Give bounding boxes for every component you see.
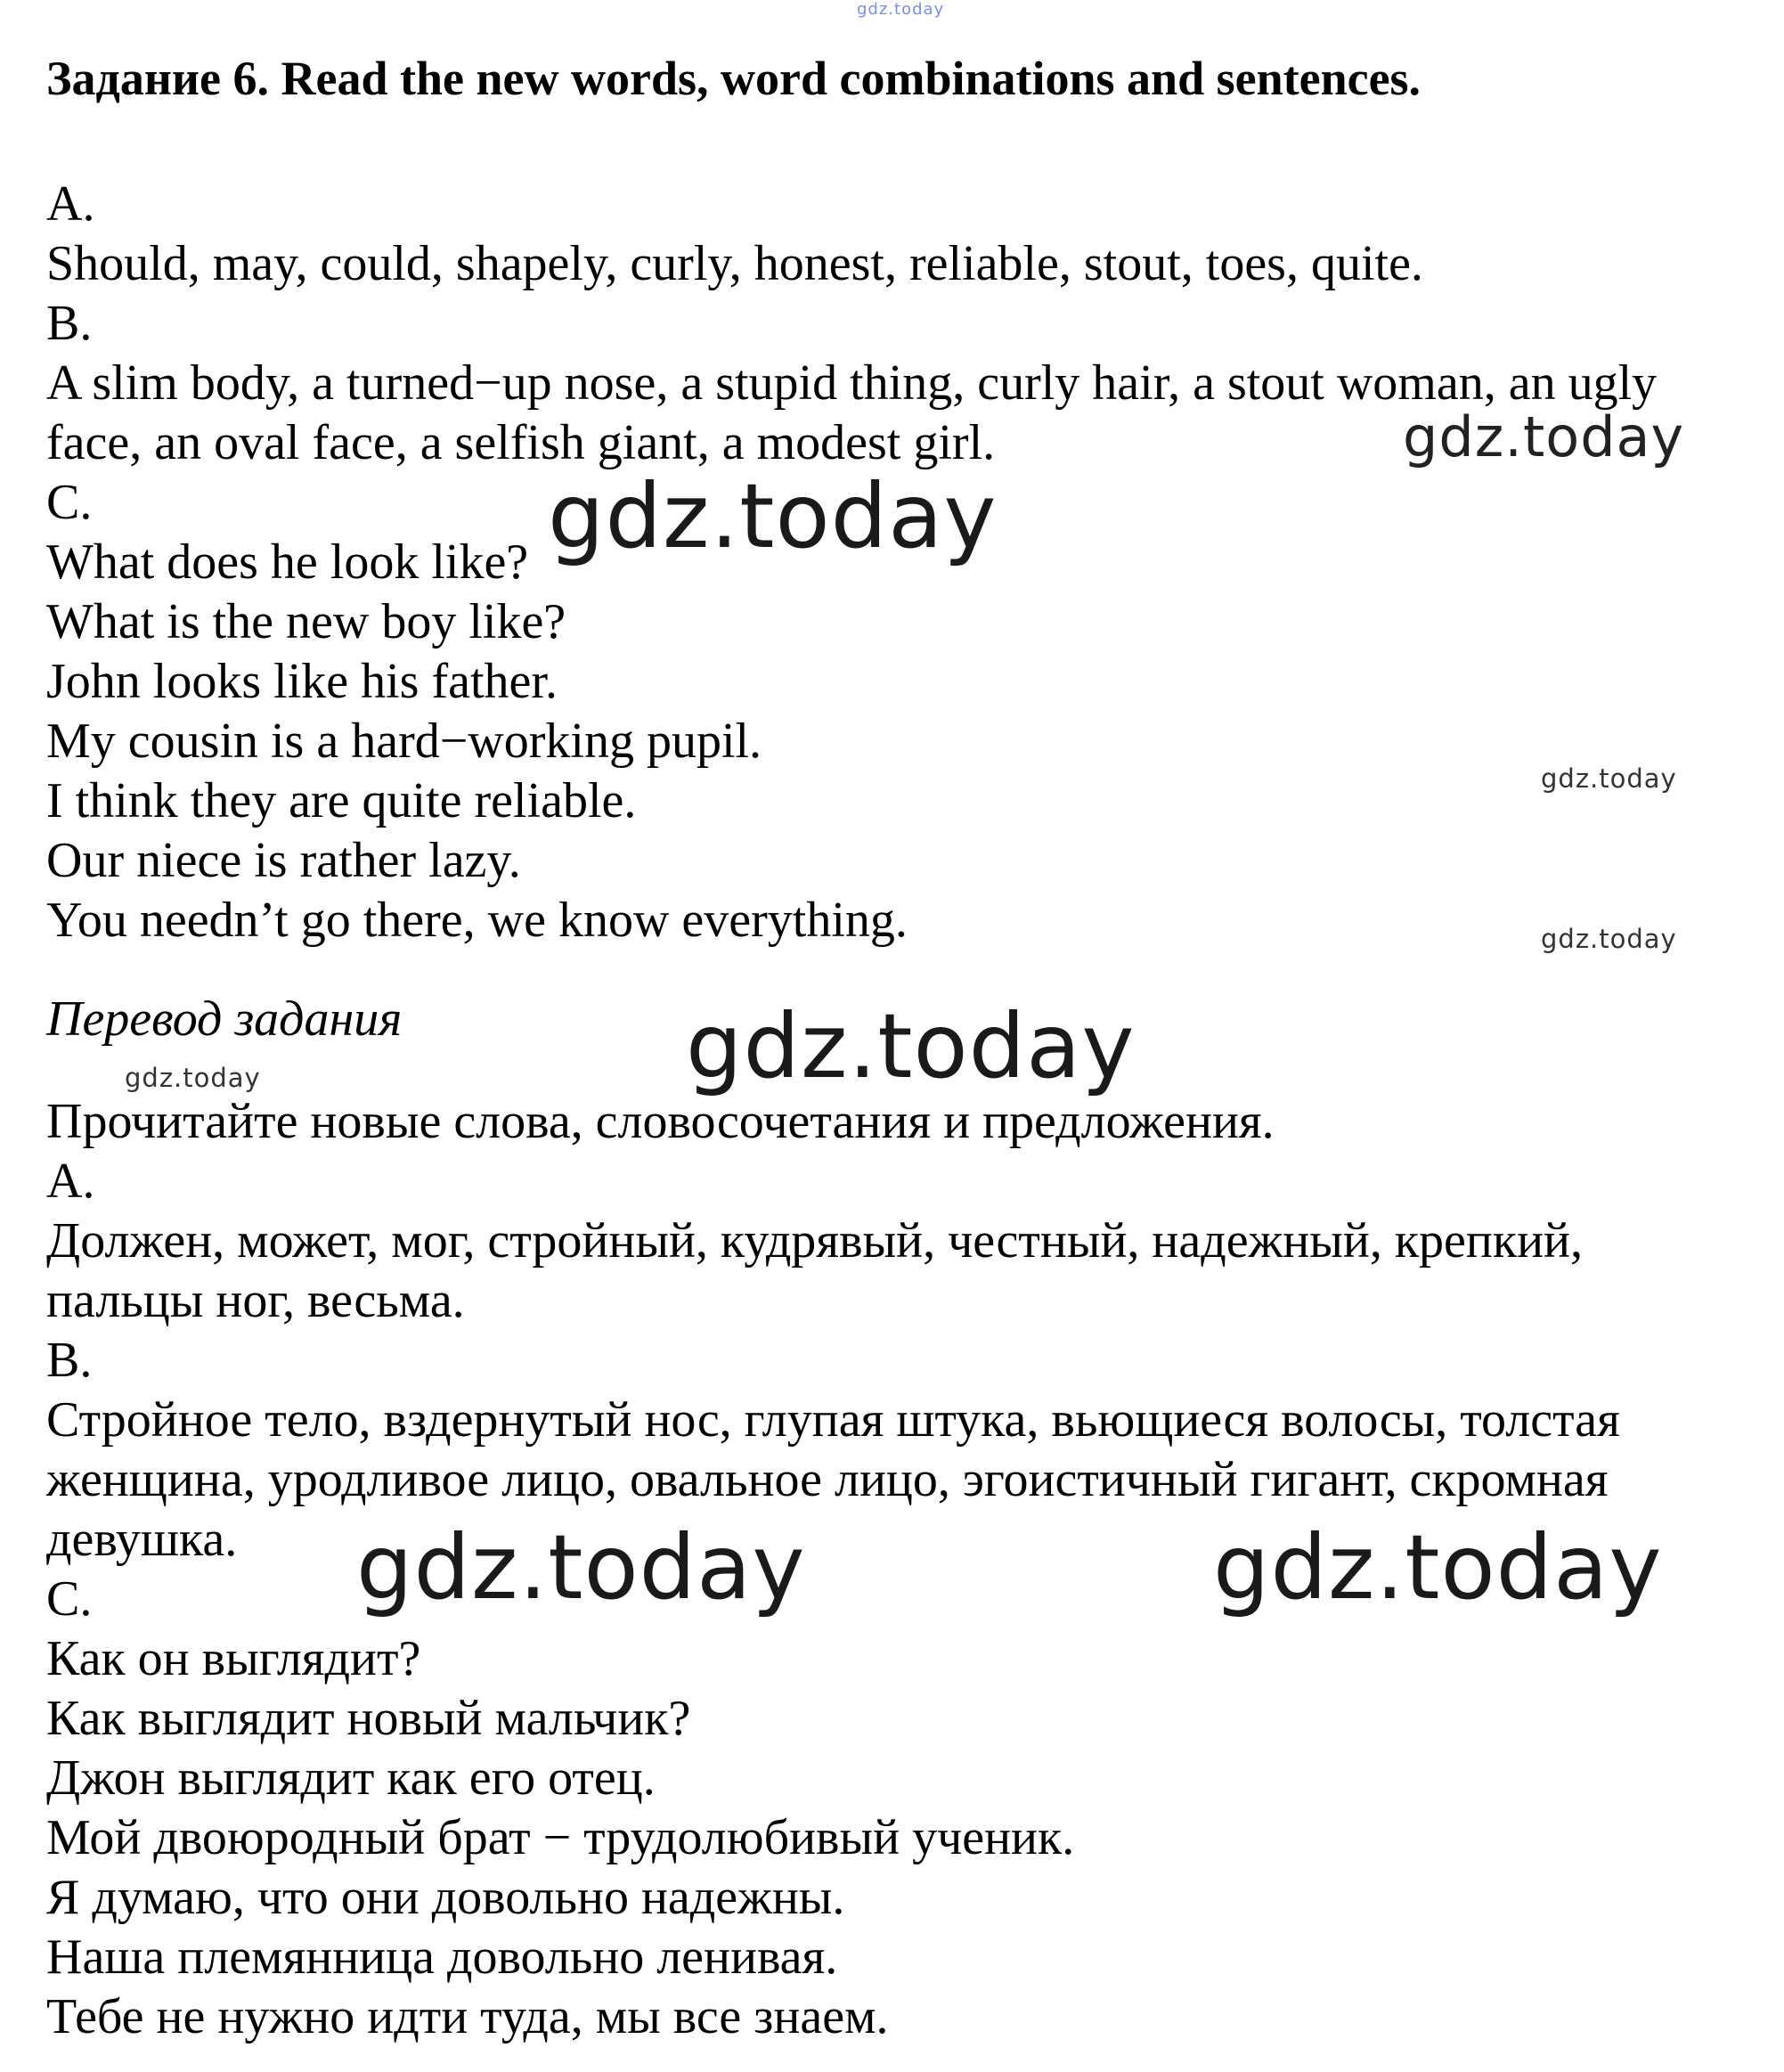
watermark: gdz.today: [686, 994, 1136, 1098]
section-b-line-2: face, an oval face, a selfish giant, a modest girl.: [46, 415, 996, 470]
watermark: gdz.today: [1403, 404, 1685, 469]
translation-c-sentence: Тебе не нужно идти туда, мы все знаем.: [46, 1989, 889, 2044]
translation-intro: Прочитайте новые слова, словосочетания и предложения.: [46, 1094, 1275, 1149]
section-c-sentence: What does he look like?: [46, 534, 529, 590]
translation-heading: Перевод задания: [46, 991, 403, 1047]
section-a-label: A.: [46, 176, 95, 232]
watermark: gdz.today: [1541, 924, 1677, 954]
translation-b-label: B.: [46, 1333, 93, 1388]
section-c-sentence: Our niece is rather lazy.: [46, 833, 521, 888]
translation-c-sentence: Я думаю, что они довольно надежны.: [46, 1870, 845, 1925]
translation-a-label: A.: [46, 1154, 95, 1209]
watermark-top: gdz.today: [857, 0, 945, 19]
watermark: gdz.today: [1541, 763, 1677, 794]
section-a-words: Should, may, could, shapely, curly, honest, reliable, stout, toes, quite.: [46, 236, 1423, 291]
translation-c-sentence: Как он выглядит?: [46, 1631, 421, 1686]
translation-b-line-2: женщина, уродливое лицо, овальное лицо, эгоистичный гигант, скромная: [46, 1452, 1609, 1507]
translation-a-line-2: пальцы ног, весьма.: [46, 1273, 465, 1328]
translation-a-line-1: Должен, может, мог, стройный, кудрявый, честный, надежный, крепкий,: [46, 1213, 1584, 1268]
translation-b-line-3: девушка.: [46, 1512, 238, 1567]
translation-c-label: C.: [46, 1571, 93, 1627]
section-b-label: B.: [46, 296, 93, 351]
section-c-sentence: I think they are quite reliable.: [46, 773, 637, 828]
watermark: gdz.today: [125, 1063, 261, 1093]
translation-c-sentence: Как выглядит новый мальчик?: [46, 1691, 691, 1746]
section-c-sentence: What is the new boy like?: [46, 594, 566, 649]
watermark: gdz.today: [1213, 1515, 1663, 1619]
page-title: Задание 6. Read the new words, word combinations and sentences.: [46, 52, 1421, 105]
section-c-sentence: My cousin is a hard−working pupil.: [46, 714, 762, 769]
watermark: gdz.today: [356, 1515, 806, 1619]
section-c-label: C.: [46, 475, 93, 530]
translation-c-sentence: Наша племянница довольно ленивая.: [46, 1929, 838, 1985]
translation-c-sentence: Джон выглядит как его отец.: [46, 1750, 656, 1806]
section-c-sentence: You needn’t go there, we know everything.: [46, 893, 908, 948]
section-c-sentence: John looks like his father.: [46, 654, 558, 709]
translation-c-sentence: Мой двоюродный брат − трудолюбивый ученик.: [46, 1810, 1075, 1865]
translation-b-line-1: Стройное тело, вздернутый нос, глупая штука, вьющиеся волосы, толстая: [46, 1392, 1620, 1448]
section-b-line-1: A slim body, a turned−up nose, a stupid thing, curly hair, a stout woman, an ugly: [46, 355, 1658, 411]
watermark: gdz.today: [548, 464, 998, 568]
